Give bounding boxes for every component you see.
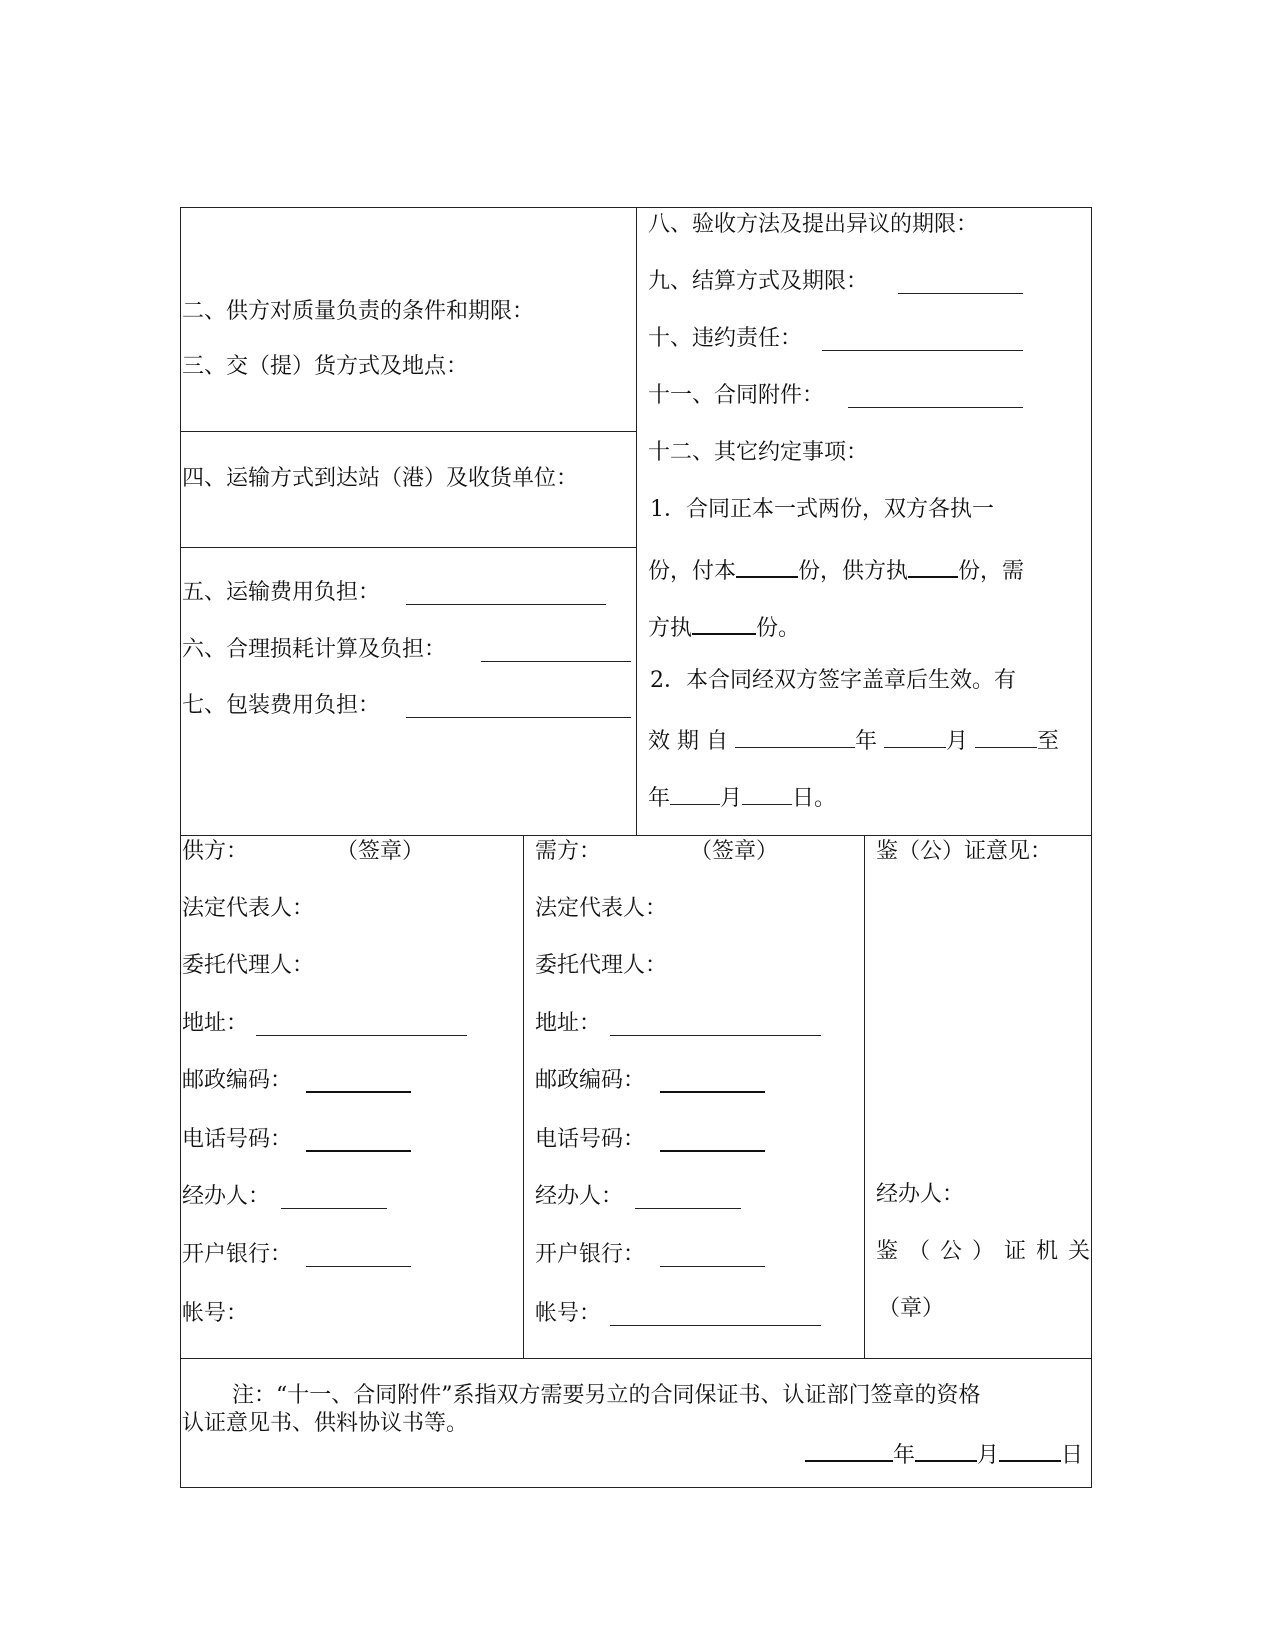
clause-3: 三、交（提）货方式及地点： <box>182 354 469 379</box>
note-month-field[interactable] <box>915 1440 977 1462</box>
clause-9-label: 九、结算方式及期限： <box>648 269 869 294</box>
signature-divider-1 <box>523 835 524 1358</box>
note-section-top <box>180 1358 1092 1359</box>
validity-start-month-blank[interactable] <box>884 727 946 748</box>
buyer-address-field[interactable] <box>610 1015 821 1036</box>
buyer-bank-field[interactable] <box>660 1246 765 1267</box>
clause-6-label: 六、合理损耗计算及负担： <box>182 637 447 662</box>
buyer-account-field[interactable] <box>610 1305 821 1326</box>
validity-start-year-blank[interactable] <box>735 727 855 748</box>
clause-6-blank[interactable] <box>481 641 631 662</box>
clause-12-1-line2 <box>648 556 1024 583</box>
note-year: 年 <box>893 1443 916 1468</box>
supplier-address-field[interactable] <box>256 1015 467 1036</box>
buyer-legal-rep: 法定代表人： <box>535 896 668 921</box>
copies-text-c: 份，需 <box>958 559 1025 584</box>
buyer-account-label: 帐号： <box>535 1301 602 1326</box>
notary-authority: 鉴（公）证机关 <box>876 1239 1101 1264</box>
notary-handler: 经办人： <box>876 1182 965 1207</box>
note-day: 日 <box>1061 1443 1084 1468</box>
copies-text-d: 方执 <box>648 616 693 641</box>
clause-11-label: 十一、合同附件： <box>648 383 825 408</box>
supplier-bank-field[interactable] <box>306 1246 411 1267</box>
supplier-account-label: 帐号： <box>182 1301 249 1326</box>
note-line-2: 认证意见书、供料协议书等。 <box>182 1411 469 1436</box>
clause-10-blank[interactable] <box>822 330 1023 351</box>
supplier-phone-label: 电话号码： <box>182 1127 293 1152</box>
copies-text-b: 份，供方执 <box>798 559 909 584</box>
note-day-field[interactable] <box>999 1440 1061 1462</box>
validity-from: 效 期 自 <box>648 729 728 754</box>
clause-12-2-line3 <box>648 784 836 810</box>
validity-end-day: 日。 <box>792 786 837 811</box>
clause-12: 十二、其它约定事项： <box>648 440 869 465</box>
buyer-bank-label: 开户银行： <box>535 1242 646 1267</box>
buyer-agent: 委托代理人： <box>535 953 668 978</box>
supplier-agent: 委托代理人： <box>182 953 315 978</box>
clause-5-blank[interactable] <box>406 584 606 605</box>
buyer-seal: （签章） <box>690 839 779 864</box>
note-year-field[interactable] <box>805 1440 893 1462</box>
buyer-label: 需方： <box>535 839 602 864</box>
validity-to: 至 <box>1037 729 1060 754</box>
note-date <box>805 1440 1083 1467</box>
row-divider-1 <box>180 431 636 432</box>
supplier-postcode-label: 邮政编码： <box>182 1068 293 1093</box>
duplicate-copies-blank[interactable] <box>736 556 798 578</box>
buyer-copies-blank[interactable] <box>692 613 756 635</box>
validity-start-day-blank[interactable] <box>975 727 1037 748</box>
row-divider-2 <box>180 547 636 548</box>
clause-12-2-line1: 2．本合同经双方签字盖章后生效。有 <box>650 668 1016 693</box>
clause-2: 二、供方对质量负责的条件和期限： <box>182 299 535 324</box>
note-month: 月 <box>977 1443 1000 1468</box>
validity-end-year: 年 <box>648 786 671 811</box>
clause-12-1-line1: 1．合同正本一式两份，双方各执一 <box>650 497 994 522</box>
supplier-postcode-field[interactable] <box>306 1071 411 1093</box>
signature-section-top <box>180 835 1092 836</box>
validity-month: 月 <box>946 729 969 754</box>
top-column-divider <box>636 207 637 835</box>
copies-text-a: 份，付本 <box>648 559 737 584</box>
copies-text-e: 份。 <box>756 616 801 641</box>
clause-12-1-line3 <box>648 613 800 640</box>
clause-12-2-line2 <box>648 727 1059 753</box>
validity-end-day-blank[interactable] <box>742 784 792 805</box>
buyer-handler-label: 经办人： <box>535 1184 624 1209</box>
buyer-address-label: 地址： <box>535 1011 602 1036</box>
notary-seal: （章） <box>878 1296 945 1321</box>
clause-8: 八、验收方法及提出异议的期限： <box>648 212 979 237</box>
clause-5-label: 五、运输费用负担： <box>182 580 381 605</box>
buyer-postcode-field[interactable] <box>660 1071 765 1093</box>
clause-4: 四、运输方式到达站（港）及收货单位： <box>182 466 579 491</box>
supplier-phone-field[interactable] <box>306 1130 411 1152</box>
clause-10-label: 十、违约责任： <box>648 326 803 351</box>
clause-11-blank[interactable] <box>848 387 1023 408</box>
supplier-copies-blank[interactable] <box>908 556 958 578</box>
buyer-phone-label: 电话号码： <box>535 1127 646 1152</box>
clause-9-blank[interactable] <box>898 273 1023 294</box>
supplier-label: 供方： <box>182 839 249 864</box>
validity-end-month-blank[interactable] <box>670 784 720 805</box>
signature-divider-2 <box>864 835 865 1358</box>
supplier-seal: （签章） <box>336 839 425 864</box>
notary-opinion: 鉴（公）证意见： <box>876 839 1053 864</box>
supplier-address-label: 地址： <box>182 1011 249 1036</box>
supplier-bank-label: 开户银行： <box>182 1242 293 1267</box>
note-line-1: 注：“十一、合同附件”系指双方需要另立的合同保证书、认证部门签章的资格 <box>232 1383 981 1408</box>
supplier-handler-field[interactable] <box>281 1188 387 1209</box>
validity-year: 年 <box>855 729 878 754</box>
clause-7-blank[interactable] <box>406 697 631 718</box>
clause-7-label: 七、包装费用负担： <box>182 693 381 718</box>
buyer-handler-field[interactable] <box>635 1188 741 1209</box>
buyer-phone-field[interactable] <box>660 1130 765 1152</box>
validity-end-month: 月 <box>720 786 743 811</box>
buyer-postcode-label: 邮政编码： <box>535 1068 646 1093</box>
supplier-handler-label: 经办人： <box>182 1184 271 1209</box>
supplier-legal-rep: 法定代表人： <box>182 896 315 921</box>
